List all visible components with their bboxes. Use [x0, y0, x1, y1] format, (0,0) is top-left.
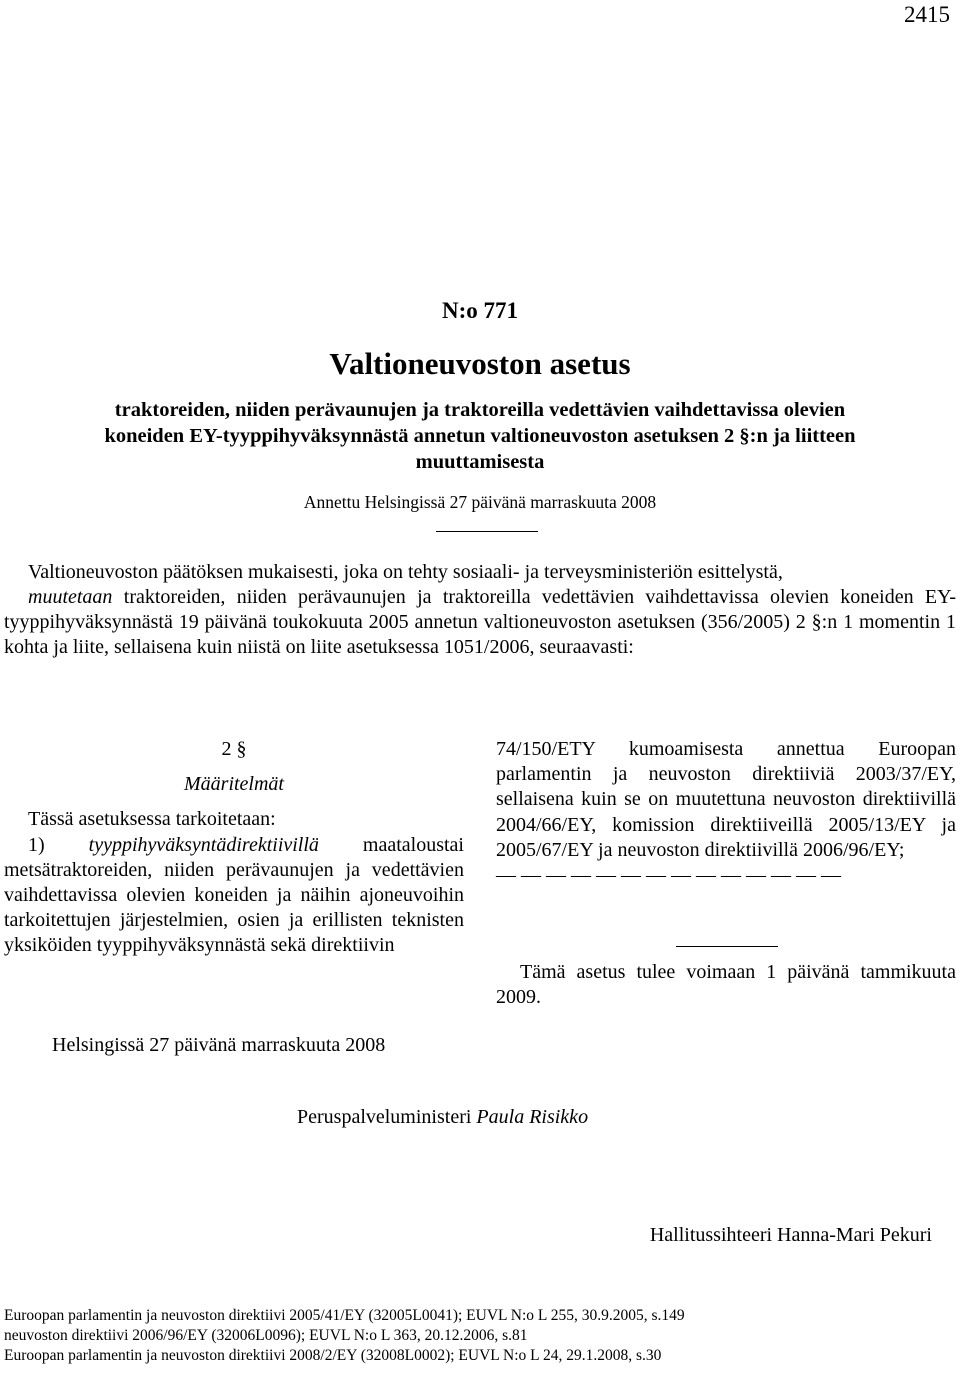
definition-item [4, 833, 464, 959]
preamble-amendment [4, 585, 956, 660]
act-number: N:o 771 [441, 298, 519, 323]
issued-date: Annettu Helsingissä 27 päivänä marraskuuta 2008 [303, 492, 657, 512]
item-number: 1) [28, 833, 89, 856]
title-divider [436, 531, 538, 532]
signing-place-date: Helsingissä 27 päivänä marraskuuta 2008 [52, 1034, 386, 1056]
section-lead: Tässä asetuksessa tarkoitetaan: [28, 808, 276, 831]
subtitle-line: koneiden EY-tyyppihyväksynnästä annetun valtioneuvoston asetuksen 2 §:n ja liitteen [104, 425, 856, 447]
defined-term: tyyppihyväksyntädirektiivillä [88, 833, 319, 856]
minister-signature [297, 1106, 588, 1129]
entry-into-force: Tämä asetus tulee voimaan 1 päivänä tammikuuta 2009. [496, 961, 956, 1009]
footnote: Euroopan parlamentin ja neuvoston direktiivi 2005/41/EY (32005L0041); EUVL N:o L 255, 30.9.2005, s.149 [4, 1307, 685, 1324]
document-subtitle [8, 397, 952, 475]
footnotes [4, 1306, 685, 1366]
preamble [4, 560, 956, 660]
subtitle-line: traktoreiden, niiden perävaunujen ja traktoreilla vedettävien vaihdettavissa olevien [114, 399, 846, 421]
definition-continuation: 74/150/ETY kumoamisesta annettua Euroopan parlamentin ja neuvoston direktiiviä 2003/37/EY, sellaisena kuin se on muutettuna neuvoston direktiivillä 2004/66/EY, komission direktiiveillä 2005/13/EY ja 2005/67/EY ja neuvoston direktiivillä 2006/96/EY; [496, 738, 956, 861]
section-divider [676, 946, 778, 947]
page-number: 2415 [904, 2, 950, 27]
footnote: neuvoston direktiivi 2006/96/EY (32006L0096); EUVL N:o L 363, 20.12.2006, s.81 [4, 1327, 528, 1344]
document-title: Valtioneuvoston asetus [329, 346, 631, 381]
definition-text: maataloustai metsätraktoreiden, niiden perävaunujen ja vedettävien vaihdettavissa olevien koneiden ja näihin ajoneuvoihin tarkoitettujen järjestelmien, osien ja erillisten teknisten yksiköiden tyyppihyväksynnästä sekä direktiivin [4, 833, 464, 957]
amend-text: traktoreiden, niiden perävaunujen ja traktoreilla vedettävien vaihdettavissa olevien koneiden EY-tyyppihyväksynnästä 19 päivänä toukokuuta 2005 annetun valtioneuvoston asetuksen (356/2005) 2 §:n 1 momentin 1 kohta ja liite, sellaisena kuin niistä on liite asetuksessa 1051/2006, seuraavasti: [4, 586, 956, 658]
subtitle-line: muuttamisesta [415, 451, 545, 473]
footnote: Euroopan parlamentin ja neuvoston direktiivi 2008/2/EY (32008L0002); EUVL N:o L 24, 29.1.2008, s.30 [4, 1347, 662, 1364]
right-column [496, 737, 956, 888]
section-heading: Määritelmät [184, 773, 284, 796]
minister-title: Peruspalveluministeri [297, 1106, 472, 1128]
amend-verb: muutetaan [28, 586, 113, 608]
omission-marks: — — — — — — — — — — — — — — [496, 864, 841, 887]
minister-name: Paula Risikko [476, 1106, 589, 1128]
secretary-signature: Hallitussihteeri Hanna-Mari Pekuri [649, 1224, 932, 1246]
section-number: 2 § [221, 738, 247, 760]
preamble-paragraph: Valtioneuvoston päätöksen mukaisesti, joka on tehty sosiaali- ja terveysministeriön esittelystä, [28, 561, 783, 583]
entry-into-force-block [496, 960, 956, 1010]
left-column [4, 737, 464, 959]
